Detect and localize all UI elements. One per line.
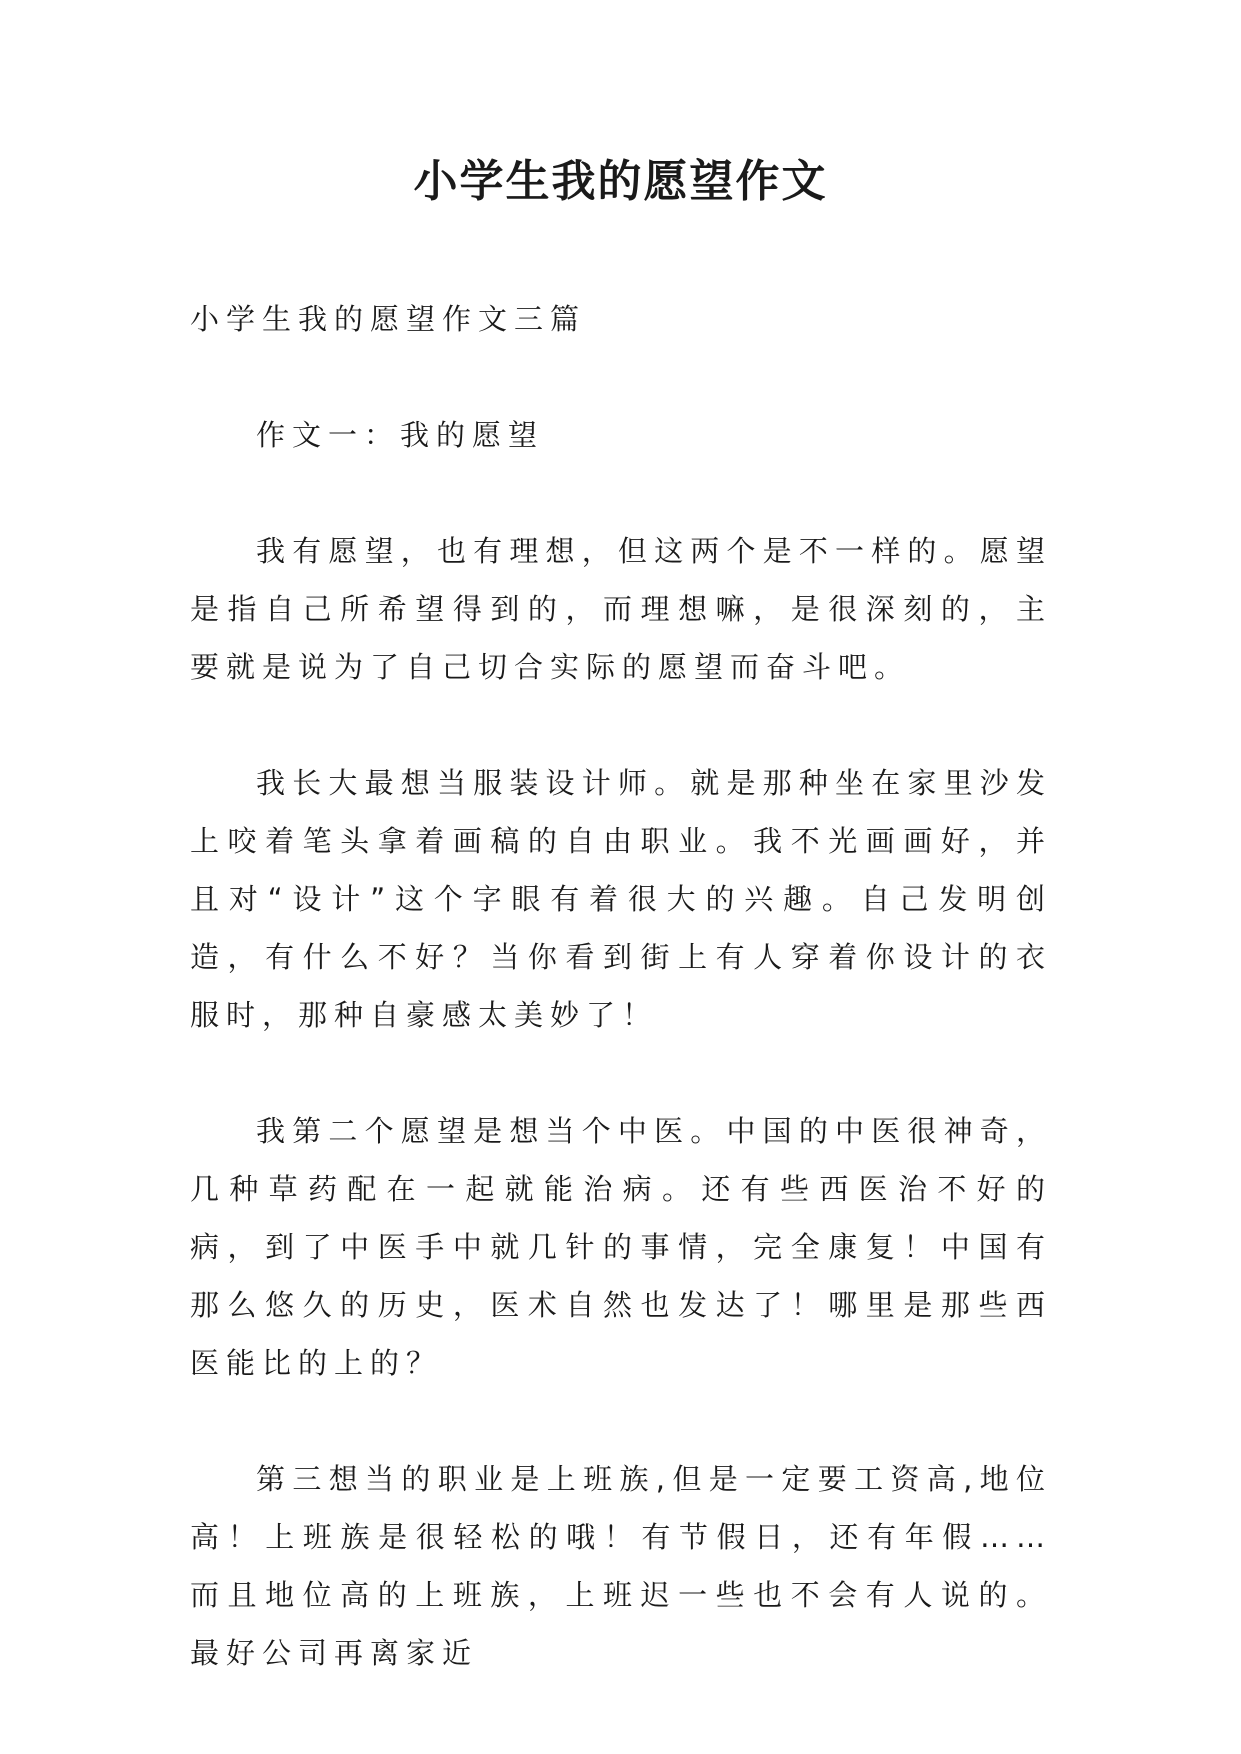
section-heading: 作文一：我的愿望 — [256, 418, 545, 452]
paragraph: 我第二个愿望是想当个中医。中国的中医很神奇，几种草药配在一起就能治病。还有些西医治不好的病，到了中医手中就几针的事情，完全康复！中国有那么悠久的历史，医术自然也发达了！哪里是那些西医能比的上的？ — [190, 1114, 1052, 1380]
document-subtitle: 小学生我的愿望作文三篇 — [190, 302, 587, 336]
document-title: 小学生我的愿望作文 — [413, 156, 828, 207]
paragraph: 我有愿望，也有理想，但这两个是不一样的。愿望是指自己所希望得到的，而理想嘛，是很深刻的，主要就是说为了自己切合实际的愿望而奋斗吧。 — [190, 534, 1052, 684]
document-body — [190, 290, 1052, 1740]
paragraph: 我长大最想当服装设计师。就是那种坐在家里沙发上咬着笔头拿着画稿的自由职业。我不光画画好，并且对“设计”这个字眼有着很大的兴趣。自己发明创造，有什么不好？当你看到街上有人穿着你设计的衣服时，那种自豪感太美妙了！ — [190, 766, 1052, 1032]
paragraph: 第三想当的职业是上班族,但是一定要工资高,地位高！上班族是很轻松的哦！有节假日，还有年假……而且地位高的上班族，上班迟一些也不会有人说的。最好公司再离家近 — [190, 1462, 1052, 1670]
